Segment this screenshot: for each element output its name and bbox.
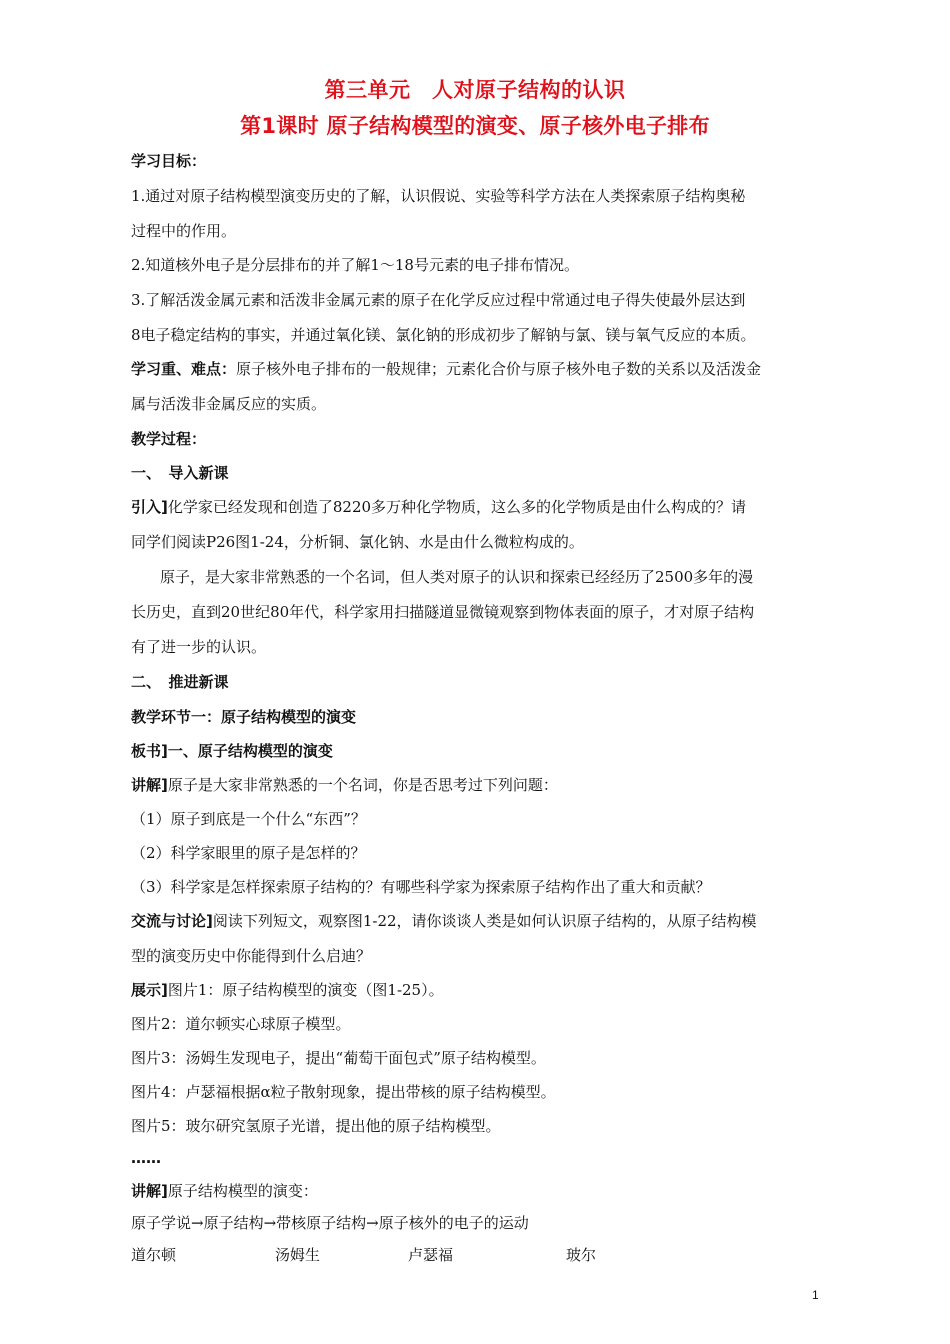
key-points-label: 学习重、难点： <box>131 360 237 378</box>
question-2: （2）科学家眼里的原子是怎样的？ <box>131 844 366 862</box>
scientist-dalton: 道尔顿 <box>131 1246 177 1264</box>
objective-1-line-1: 1.通过对原子结构模型演变历史的了解，认识假说、实验等科学方法在人类探索原子结构奥秘 <box>131 187 746 205</box>
intro-line-1 <box>131 496 821 518</box>
picture-3: 图片3：汤姆生发现电子，提出“葡萄干面包式”原子结构模型。 <box>131 1049 546 1067</box>
board-heading: 板书]一、原子结构模型的演变 <box>131 742 333 760</box>
page-number: 1 <box>812 1288 819 1302</box>
intro-line-2: 同学们阅读P26图1-24，分析铜、氯化钠、水是由什么微粒构成的。 <box>131 533 584 551</box>
paragraph-line-3: 有了进一步的认识。 <box>131 638 267 656</box>
discuss-text: 阅读下列短文，观察图1-22，请你谈谈人类是如何认识原子结构的，从原子结构模 <box>212 912 757 930</box>
scientist-rutherford: 卢瑟福 <box>408 1246 454 1264</box>
scientist-thomson: 汤姆生 <box>275 1246 321 1264</box>
key-points-line-2: 属与活泼非金属反应的实质。 <box>131 395 327 413</box>
objective-3-line-1: 3.了解活泼金属元素和活泼非金属元素的原子在化学反应过程中常通过电子得失使最外层达到 <box>131 291 746 309</box>
explain-2-text: 原子结构模型的演变： <box>167 1182 318 1200</box>
key-points-line-1 <box>131 358 821 380</box>
intro-label: 引入] <box>131 498 168 516</box>
explain-2-label: 讲解] <box>131 1182 168 1200</box>
explain-2-line <box>131 1180 821 1202</box>
section-1-heading: 一、 导入新课 <box>131 464 229 482</box>
unit-title: 第三单元 人对原子结构的认识 <box>324 78 626 102</box>
lesson-title: 第1课时 原子结构模型的演变、原子核外电子排布 <box>240 114 710 138</box>
intro-text: 化学家已经发现和创造了8220多万种化学物质，这么多的化学物质是由什么构成的？请 <box>167 498 747 516</box>
question-1: （1）原子到底是一个什么“东西”？ <box>131 810 366 828</box>
discuss-line-1 <box>131 910 821 932</box>
section-2-heading: 二、 推进新课 <box>131 673 229 691</box>
paragraph-line-2: 长历史，直到20世纪80年代，科学家用扫描隧道显微镜观察到物体表面的原子，才对原子结构 <box>131 603 755 621</box>
objective-1-line-2: 过程中的作用。 <box>131 222 237 240</box>
discuss-label: 交流与讨论] <box>131 912 213 930</box>
key-points-text: 原子核外电子排布的一般规律；元素化合价与原子核外电子数的关系以及活泼金 <box>236 360 762 378</box>
show-line <box>131 979 821 1001</box>
discuss-line-2: 型的演变历史中你能得到什么启迪？ <box>131 947 372 965</box>
scientist-bohr: 玻尔 <box>566 1246 597 1264</box>
show-text: 图片1：原子结构模型的演变（图1-25）。 <box>167 981 444 999</box>
objective-2: 2.知道核外电子是分层排布的并了解1～18号元素的电子排布情况。 <box>131 256 579 274</box>
question-3: （3）科学家是怎样探索原子结构的？有哪些科学家为探索原子结构作出了重大和贡献？ <box>131 878 711 896</box>
evolution-chain: 原子学说→原子结构→带核原子结构→原子核外的电子的运动 <box>131 1214 529 1232</box>
objectives-label: 学习目标： <box>131 152 207 170</box>
show-label: 展示] <box>131 981 168 999</box>
objective-3-line-2: 8电子稳定结构的事实，并通过氧化镁、氯化钠的形成初步了解钠与氯、镁与氧气反应的本质。 <box>131 326 756 344</box>
ellipsis: …… <box>131 1149 161 1167</box>
paragraph-line-1: 原子，是大家非常熟悉的一个名词，但人类对原子的认识和探索已经经历了2500多年的漫 <box>160 568 754 586</box>
explain-line <box>131 774 821 796</box>
picture-2: 图片2：道尔顿实心球原子模型。 <box>131 1015 351 1033</box>
explain-label: 讲解] <box>131 776 168 794</box>
explain-text: 原子是大家非常熟悉的一个名词，你是否思考过下列问题： <box>167 776 558 794</box>
picture-5: 图片5：玻尔研究氢原子光谱，提出他的原子结构模型。 <box>131 1117 501 1135</box>
process-label: 教学过程： <box>131 430 207 448</box>
teaching-link-1-heading: 教学环节一：原子结构模型的演变 <box>131 708 357 726</box>
picture-4: 图片4：卢瑟福根据α粒子散射现象，提出带核的原子结构模型。 <box>131 1083 556 1101</box>
